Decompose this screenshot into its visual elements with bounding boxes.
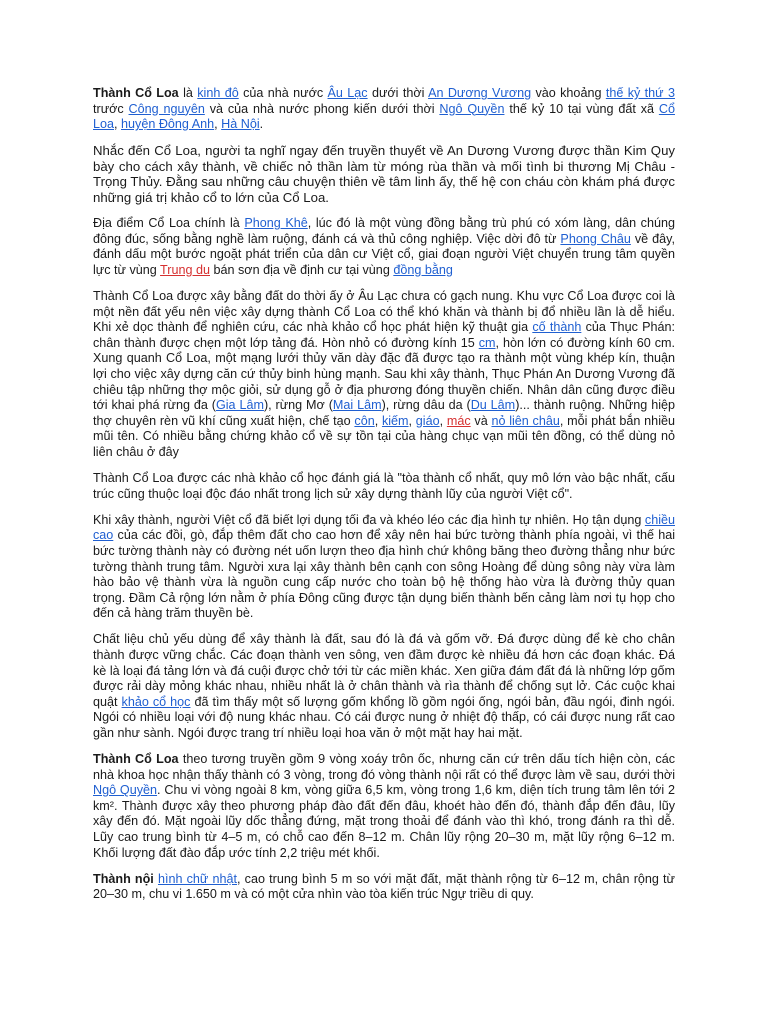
wiki-link[interactable]: cm	[478, 335, 496, 350]
wiki-link[interactable]: An Dương Vương	[428, 86, 532, 100]
text-run: Khi xây thành, người Việt cổ đã biết lợi dụng tối đa và khéo léo các địa hình tự nhiên. Họ tận dụng	[93, 512, 645, 527]
paragraph	[93, 216, 675, 278]
text-run: trước	[93, 101, 129, 116]
paragraph	[93, 752, 675, 861]
wiki-link[interactable]: mác	[446, 413, 471, 428]
text-run: về đây, đánh dấu một bước ngoặt phát triển của dân cư Việt cổ, giai đoạn người Việt chuyển trung tâm quyền lực từ vùng	[93, 231, 675, 277]
text-run: theo tương truyền gồm 9 vòng xoáy trôn ốc, nhưng căn cứ trên dấu tích hiện còn, các nhà khoa học nhận thấy thành có 3 vòng, trong đó vòng thành nội rất có thể được làm về sau, dưới thời	[93, 752, 675, 782]
wiki-link[interactable]: Gia Lâm	[215, 398, 264, 413]
text-run: dưới thời	[367, 86, 429, 100]
bold-term: Thành Cổ Loa	[93, 86, 179, 100]
wiki-link[interactable]: cố thành	[532, 320, 582, 335]
text-run: , lúc đó là một vùng đồng bằng trù phú có xóm làng, dân chúng đông đúc, sống bằng nghề làm ruộng, đánh cá và thủ công nghiệp. Việc dời đô từ	[93, 216, 675, 246]
paragraph	[93, 872, 675, 903]
text-run: của Thục Phán: chân thành được chẹn một lớp tảng đá. Hòn nhỏ có đường kính 15	[93, 320, 675, 350]
paragraph	[93, 632, 675, 741]
text-run: ,	[408, 413, 416, 428]
text-run: Thành Cổ Loa được các nhà khảo cổ học đánh giá là "tòa thành cổ nhất, quy mô lớn vào bậc nhất, cấu trúc cũng thuộc loại độc đáo nhất trong lịch sử xây dựng thành lũy của người Việt cổ".	[93, 471, 675, 501]
wiki-link[interactable]: Mai Lâm	[332, 398, 382, 413]
text-run: đã tìm thấy một số lượng gốm khổng lồ gồm ngói ống, ngói bản, đầu ngói, đinh ngói. Ngói có nhiều loại với độ nung khác nhau. Có cái được nung ở nhiệt độ thấp, có cái được nung rất cao gần như sành. Ngói được trang trí nhiều loại hoa văn ở một mặt hay hai mặt.	[93, 694, 675, 740]
wiki-link[interactable]: Phong Châu	[560, 231, 631, 246]
wiki-link[interactable]: Ngô Quyền	[93, 783, 158, 798]
text-run: ), rừng dâu da (	[381, 398, 471, 413]
wiki-link[interactable]: huyện Đông Anh	[121, 117, 215, 132]
text-run: của các đồi, gò, đắp thêm đất cho cao hơn để xây nên hai bức tường thành phía ngoài, vì thế hai bức tường thành này có đường nét uốn lượn theo địa hình chứ không băng theo đường thẳng như bức tường thành trung tâm. Người xưa lại xây thành bên cạnh con sông Hoàng để dùng sông này vừa làm hào bảo vệ thành vừa là nguồn cung cấp nước cho toàn bộ hệ thống hào vừa là đường thủy quan trọng. Đầm Cả rộng lớn nằm ở phía Đông cũng được tận dụng biến thành bến cảng làm nơi tụ họp cho đến cả hàng trăm thuyền bè.	[93, 528, 675, 621]
wiki-link[interactable]: Du Lâm	[470, 398, 516, 413]
text-run: .	[259, 117, 264, 132]
wiki-link[interactable]: giáo	[415, 413, 440, 428]
text-run: Chất liệu chủ yếu dùng để xây thành là đất, sau đó là đá và gốm vỡ. Đá được dùng để kè cho chân thành được vững chắc. Các đoạn thành ven sông, ven đầm được kè nhiều đá hơn các đoạn khác. Đá kè là loại đá tảng lớn và đá cuội được chở tới từ các miền khác. Xen giữa đám đất đá là những lớp gốm được rải dày mỏng khác nhau, nhiều nhất là ở chân thành và rìa thành để chống sụt lở. Các cuộc khai quật	[93, 632, 675, 709]
paragraph	[93, 513, 675, 622]
paragraph	[93, 143, 675, 205]
text-run: và của nhà nước phong kiến dưới thời	[204, 101, 440, 116]
article-body	[93, 86, 675, 913]
text-run: , mỗi phát bắn nhiều mũi tên. Có nhiều bằng chứng khảo cổ về sự tồn tại của hàng chục vạn mũi tên đồng, có thể dùng nỏ liên châu ở đây	[93, 413, 675, 459]
text-run: ,	[374, 413, 382, 428]
text-run: , hòn lớn có đường kính 60 cm. Xung quanh Cổ Loa, một mạng lưới thủy văn dày đặc đã được tạo ra thành một vùng khép kín, thuận lợi cho việc xây dựng căn cứ thủy binh hùng mạnh. Sau khi xây thành, Thục Phán An Dương Vương đã chiêu tập những thợ mộc giỏi, sử dụng gỗ ở địa phương đóng thuyền chiến. Nhân dân cũng được điều tới khai phá rừng đa (	[93, 335, 675, 413]
text-run: thế kỷ 10 tại vùng đất xã	[504, 101, 659, 116]
wiki-link[interactable]: chiều cao	[93, 512, 675, 543]
text-run: . Chu vi vòng ngoài 8 km, vòng giữa 6,5 km, vòng trong 1,6 km, diện tích trung tâm lên tới 2 km². Thành được xây theo phương pháp đào đất đến đâu, khoét hào đến đó, thành đắp đến đâu, lũy xây đến đó. Mặt ngoài lũy dốc thẳng đứng, mặt trong thoải để đánh vào thì khó, trong đánh ra thì dễ. Lũy cao trung bình từ 4–5 m, có chỗ cao đến 8–12 m. Chân lũy rộng 20–30 m, mặt lũy rộng 6–12 m. Khối lượng đất đào đắp ước tính 2,2 triệu mét khối.	[93, 783, 675, 860]
wiki-link[interactable]: Hà Nội	[221, 117, 260, 132]
text-run: , cao trung bình 5 m so với mặt đất, mặt thành rộng từ 6–12 m, chân rộng từ 20–30 m, chu vi 1.650 m và có một cửa nhìn vào tòa kiến trúc Ngự triều di quy.	[93, 871, 675, 902]
text-run: ), rừng Mơ (	[263, 398, 333, 413]
wiki-link[interactable]: Âu Lạc	[327, 86, 368, 100]
wiki-link[interactable]: côn	[354, 413, 375, 428]
wiki-link[interactable]: đồng bằng	[393, 262, 453, 277]
text-run: )... thành ruộng. Những hiệp thợ chuyên rèn vũ khí cũng xuất hiện, chế tạo	[93, 398, 676, 428]
paragraph	[93, 289, 675, 461]
wiki-link[interactable]: khảo cổ học	[121, 694, 191, 709]
wiki-link[interactable]: Công nguyên	[128, 101, 205, 116]
text-run: của nhà nước	[238, 86, 328, 100]
wiki-link[interactable]: nỏ liên châu	[491, 413, 560, 428]
text-run: ,	[214, 117, 222, 132]
paragraph	[93, 471, 675, 502]
bold-term: Thành Cổ Loa	[93, 752, 179, 767]
wiki-link[interactable]: kinh đô	[197, 86, 239, 100]
wiki-link[interactable]: Ngô Quyền	[439, 101, 505, 116]
text-run: vào khoảng	[531, 86, 606, 100]
text-run: bán sơn địa về định cư tại vùng	[210, 262, 394, 277]
text-run: ,	[439, 413, 447, 428]
wiki-link[interactable]: Cổ Loa	[93, 101, 675, 132]
text-run: Địa điểm Cổ Loa chính là	[93, 216, 245, 231]
wiki-link[interactable]: Phong Khê	[244, 216, 308, 231]
wiki-link[interactable]: thế kỷ thứ 3	[605, 86, 675, 100]
wiki-link[interactable]: Trung du	[160, 262, 210, 277]
text-run: Nhắc đến Cổ Loa, người ta nghĩ ngay đến truyền thuyết về An Dương Vương được thần Kim Quy bày cho cách xây thành, về chiếc nỏ thần làm từ móng rùa thần và mối tình bi thương Mị Châu - Trọng Thủy. Đằng sau những câu chuyện thiên về tâm linh ấy, thế hệ con cháu còn khám phá được những giá trị khảo cổ to lớn của Cổ Loa.	[93, 143, 675, 206]
text-run: là	[178, 86, 198, 100]
text-run: Thành Cổ Loa được xây bằng đất do thời ấy ở Âu Lạc chưa có gạch nung. Khu vực Cổ Loa được coi là một nền đất yếu nên việc xây dựng thành Cổ Loa có thể khó khăn và thành bị đổ nhiều lần là dễ hiểu. Khi xẻ dọc thành để nghiên cứu, các nhà khảo cổ học phát hiện kỹ thuật gia	[93, 289, 675, 335]
text-run: ,	[114, 117, 122, 132]
text-run: và	[470, 413, 492, 428]
wiki-link[interactable]: hình chữ nhật	[157, 871, 238, 886]
wiki-link[interactable]: kiếm	[381, 413, 409, 428]
paragraph	[93, 86, 675, 133]
bold-term: Thành nội	[93, 871, 154, 886]
